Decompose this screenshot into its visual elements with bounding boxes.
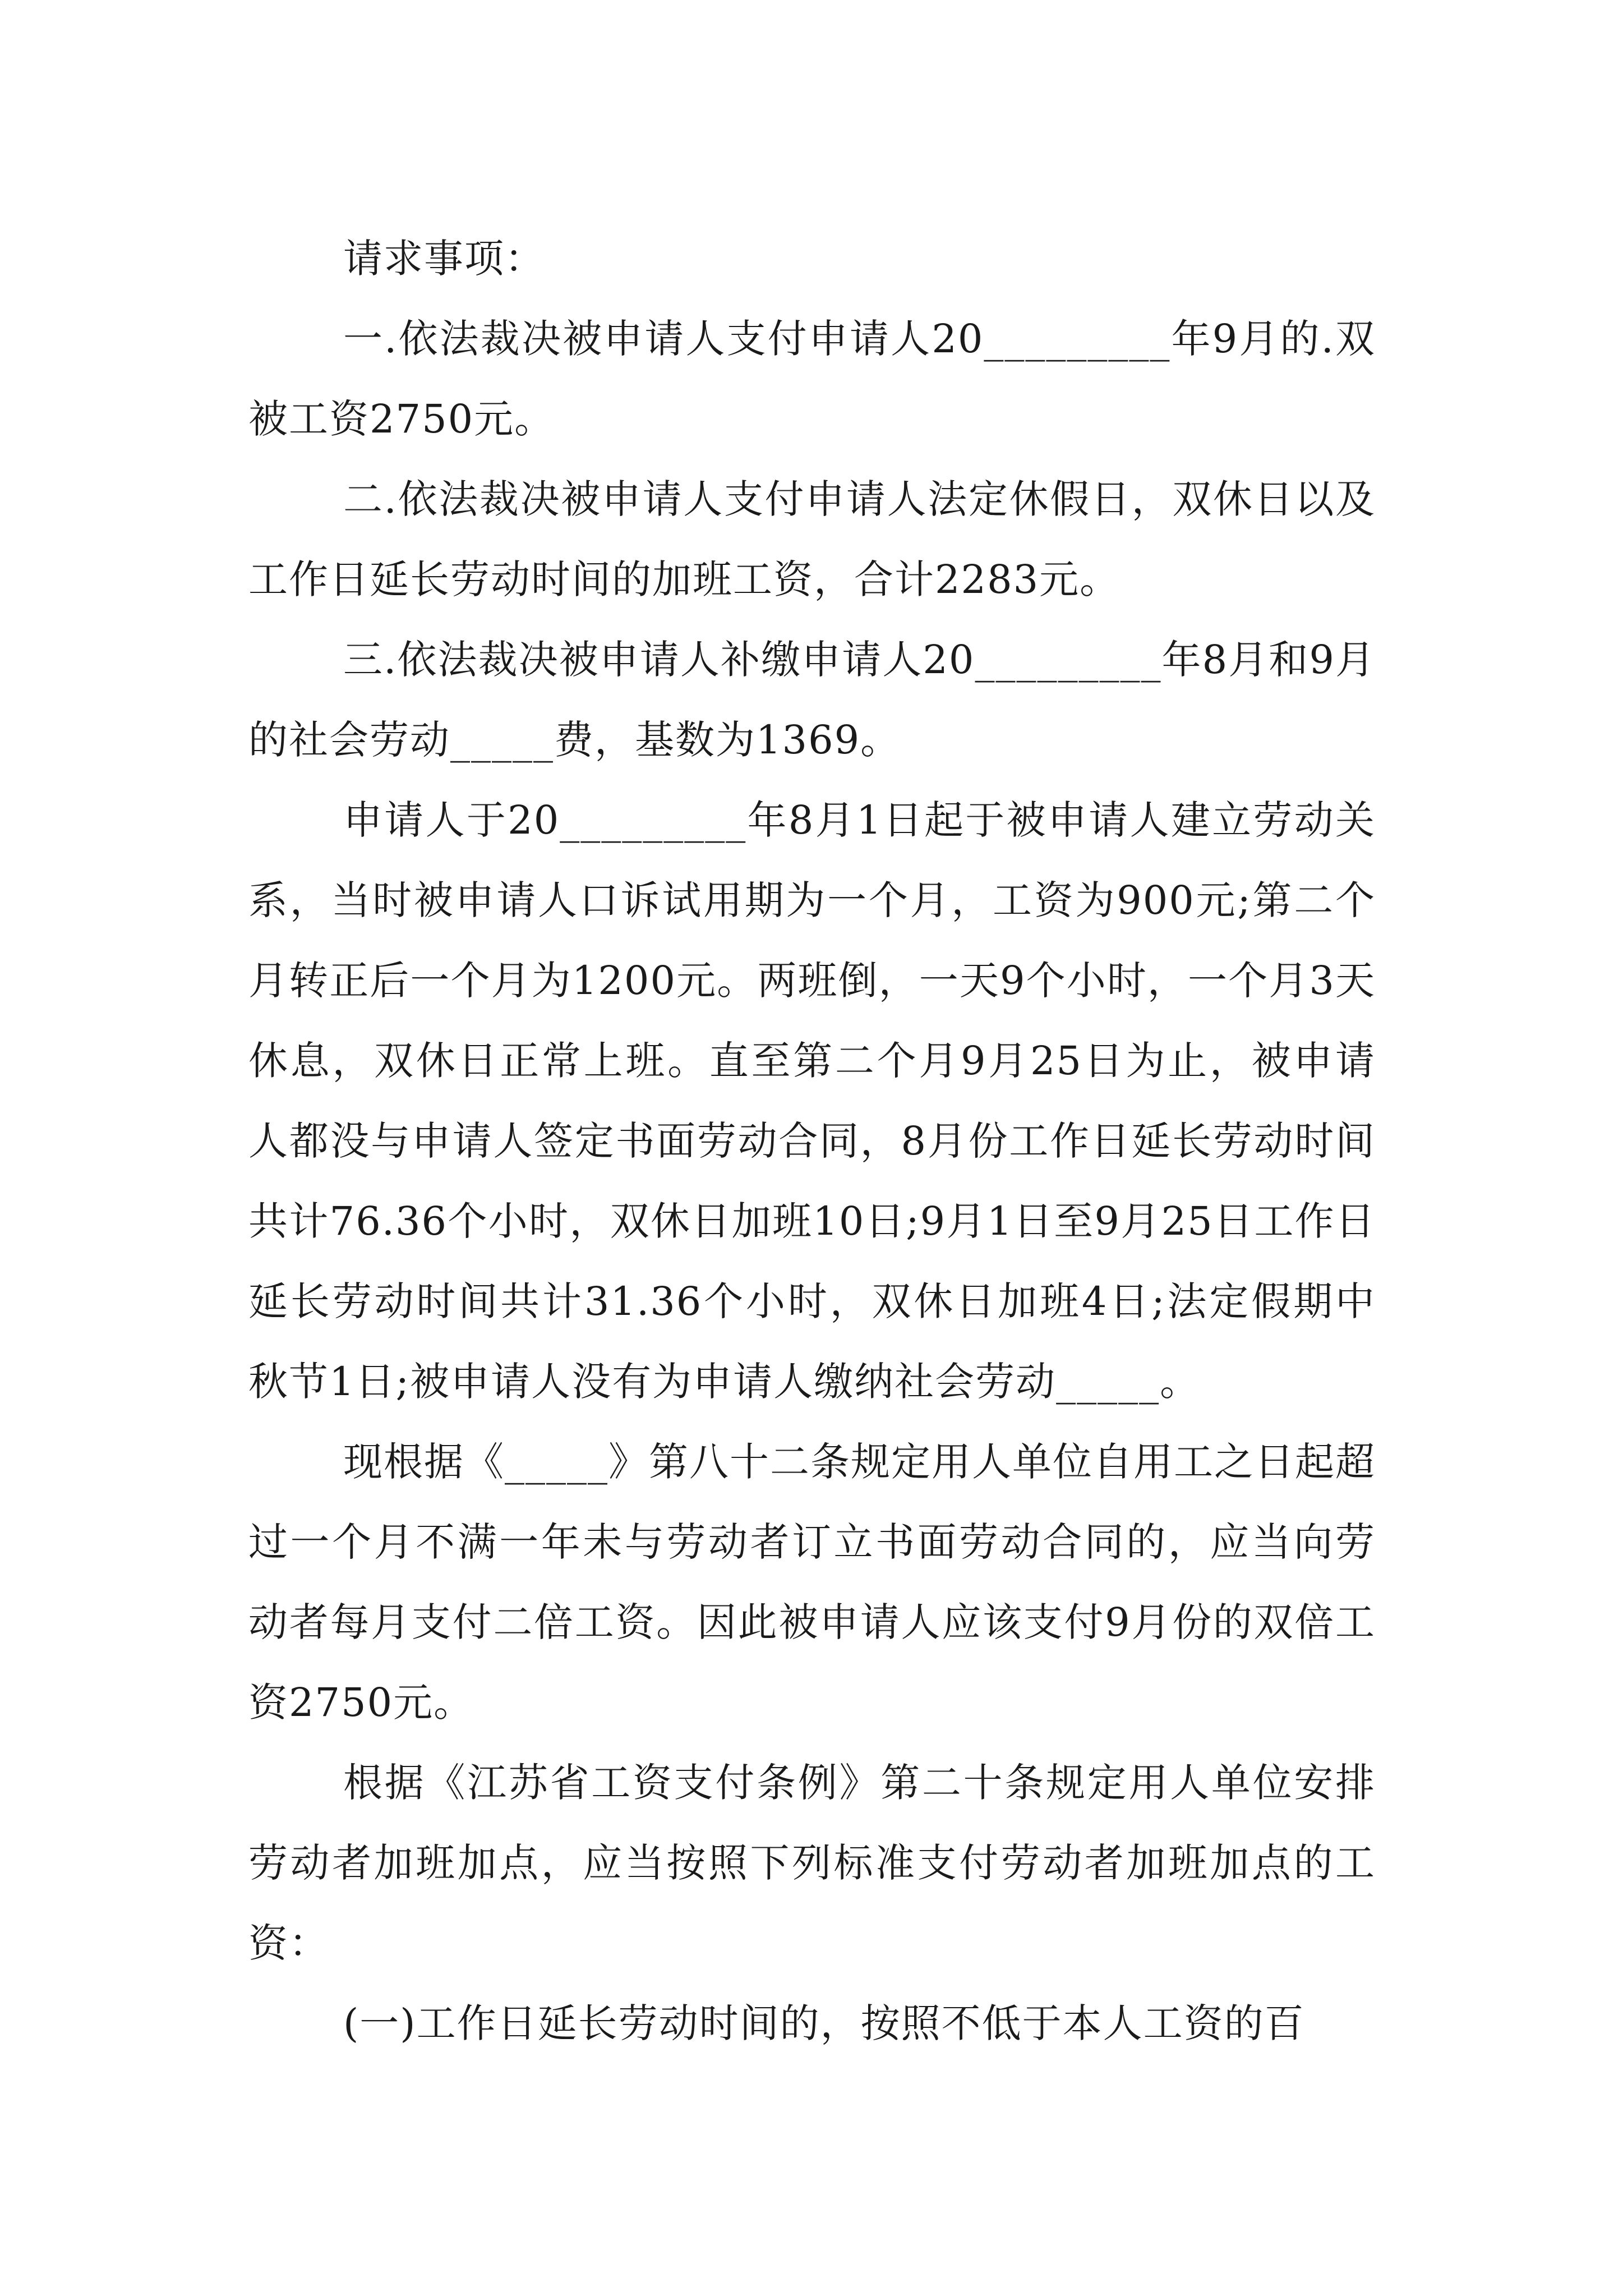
paragraph-claim-1: 一.依法裁决被申请人支付申请人20_________年9月的.双被工资2750元。 <box>248 316 1376 442</box>
document-body <box>248 219 1376 2064</box>
paragraph-legal-basis-2: 根据《江苏省工资支付条例》第二十条规定用人单位安排劳动者加班加点，应当按照下列标准支付劳动者加班加点的工资： <box>248 1760 1376 1966</box>
paragraph-facts: 申请人于20_________年8月1日起于被申请人建立劳动关系，当时被申请人口诉试用期为一个月，工资为900元;第二个月转正后一个月为1200元。两班倒，一天9个小时，一个月3天休息，双休日正常上班。直至第二个月9月25日为止，被申请人都没与申请人签定书面劳动合同，8月份工作日延长劳动时间共计76.36个小时，双休日加班10日;9月1日至9月25日工作日延长劳动时间共计31.36个小时，双休日加班4日;法定假期中秋节1日;被申请人没有为申请人缴纳社会劳动_____。 <box>248 797 1376 1405</box>
paragraph-overtime-standard-1: (一)工作日延长劳动时间的，按照不低于本人工资的百 <box>343 2000 1305 2046</box>
paragraph-claim-2: 二.依法裁决被申请人支付申请人法定休假日，双休日以及工作日延长劳动时间的加班工资，合计2283元。 <box>248 476 1376 602</box>
paragraph-legal-basis-1: 现根据《_____》第八十二条规定用人单位自用工之日起超过一个月不满一年未与劳动者订立书面劳动合同的，应当向劳动者每月支付二倍工资。因此被申请人应该支付9月份的双倍工资2750元。 <box>248 1439 1376 1726</box>
paragraph-claim-3: 三.依法裁决被申请人补缴申请人20_________年8月和9月的社会劳动_____费，基数为1369。 <box>248 637 1376 763</box>
paragraph-claims-heading: 请求事项： <box>343 236 545 282</box>
